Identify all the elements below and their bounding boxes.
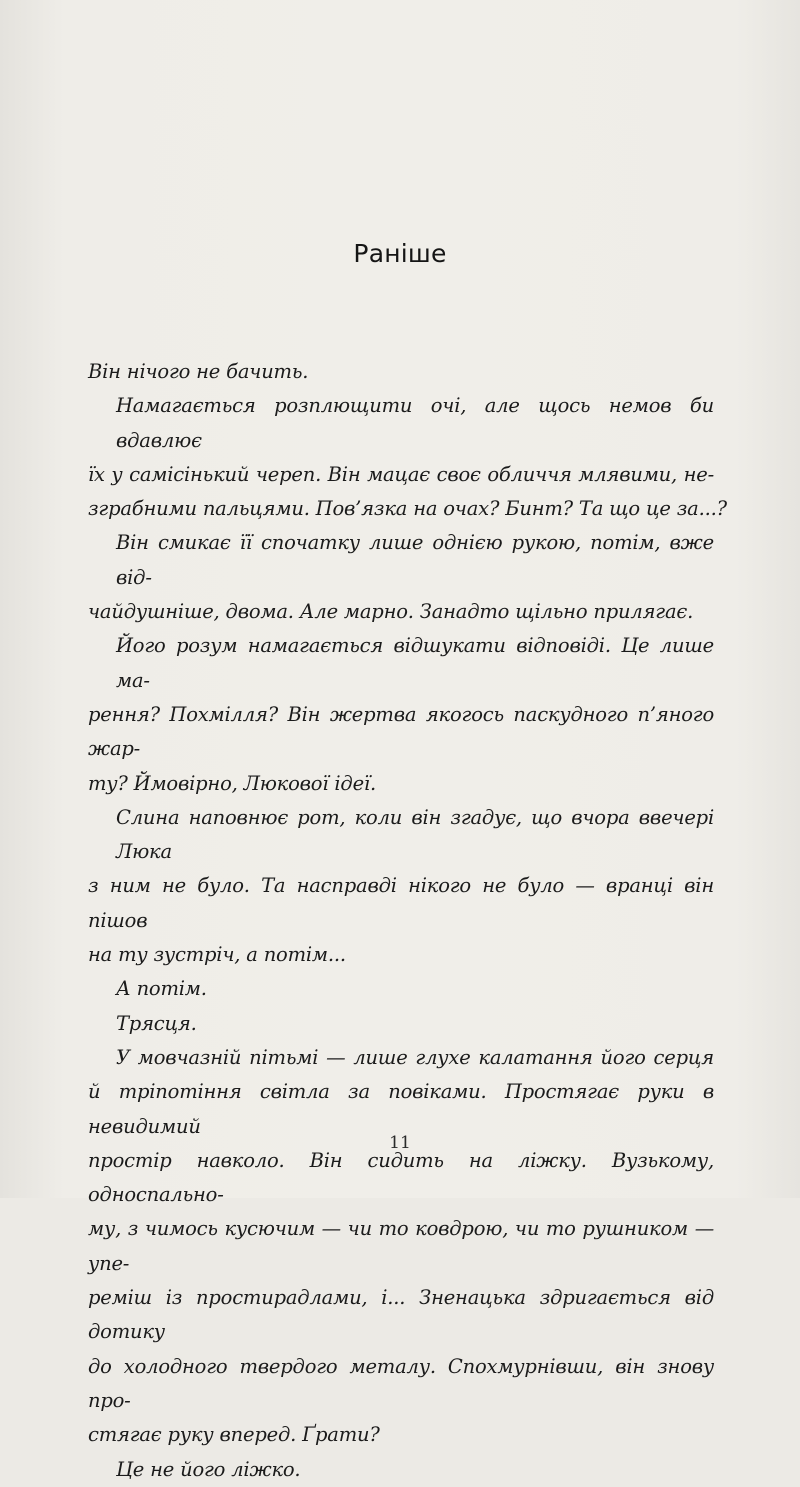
paragraph (88, 972, 714, 1006)
page-number: 11 (389, 1133, 411, 1153)
text-line: зграбними пальцями. Пов’язка на очах? Бинт? Та що це за...? (88, 497, 727, 521)
text-line: А потім. (116, 977, 207, 1001)
text-line: чайдушніше, двома. Але марно. Занадто щільно прилягає. (88, 600, 694, 624)
paragraph (88, 389, 727, 526)
text-line: до холодного твердого металу. Спохмурнівши, він знову про- (88, 1354, 714, 1412)
text-line: У мовчазній пітьмі — лише глухе калатання його серця (116, 1045, 714, 1069)
text-line: з ним не було. Та насправді нікого не було — вранці він пішов (88, 874, 714, 932)
text-line: ту? Ймовірно, Люкової ідеї. (88, 771, 376, 795)
text-line: рення? Похмілля? Він жертва якогось паскудного п’яного жар- (88, 702, 714, 761)
paragraph (88, 629, 714, 800)
text-line: Слина наповнює рот, коли він згадує, що вчора ввечері Люка (116, 805, 714, 864)
text-line: Трясця. (116, 1011, 197, 1035)
chapter-title: Раніше (353, 238, 447, 268)
text-line: їх у самісінький череп. Він мацає своє обличчя млявими, не- (88, 462, 714, 486)
paragraph (88, 1041, 714, 1453)
text-line: Він смикає її спочатку лише однією рукою, потім, вже від- (116, 531, 714, 589)
text-line: Це не його ліжко. (116, 1457, 301, 1481)
paragraph (88, 526, 714, 629)
text-line: стягає руку вперед. Ґрати? (88, 1423, 380, 1447)
paragraph (88, 1007, 714, 1041)
text-line: Намагається розплющити очі, але щось немов би вдавлює (116, 394, 714, 452)
text-line: Він нічого не бачить. (88, 360, 309, 383)
text-line: реміш із простирадлами, і... Зненацька здригається від дотику (88, 1286, 714, 1344)
chapter-body (88, 355, 727, 1487)
paragraph (88, 801, 714, 972)
text-line: Його розум намагається відшукати відповіді. Це лише ма- (116, 634, 714, 692)
text-line: му, з чимось кусючим — чи то ковдрою, чи то рушником — упе- (88, 1217, 714, 1275)
text-line: й тріпотіння світла за повіками. Простягає руки в невидимий (88, 1080, 714, 1138)
paragraph (88, 355, 714, 389)
paragraph (88, 1453, 714, 1487)
text-line: на ту зустріч, а потім... (88, 943, 346, 967)
text-line: простір навколо. Він сидить на ліжку. Вузькому, односпально- (88, 1148, 714, 1207)
